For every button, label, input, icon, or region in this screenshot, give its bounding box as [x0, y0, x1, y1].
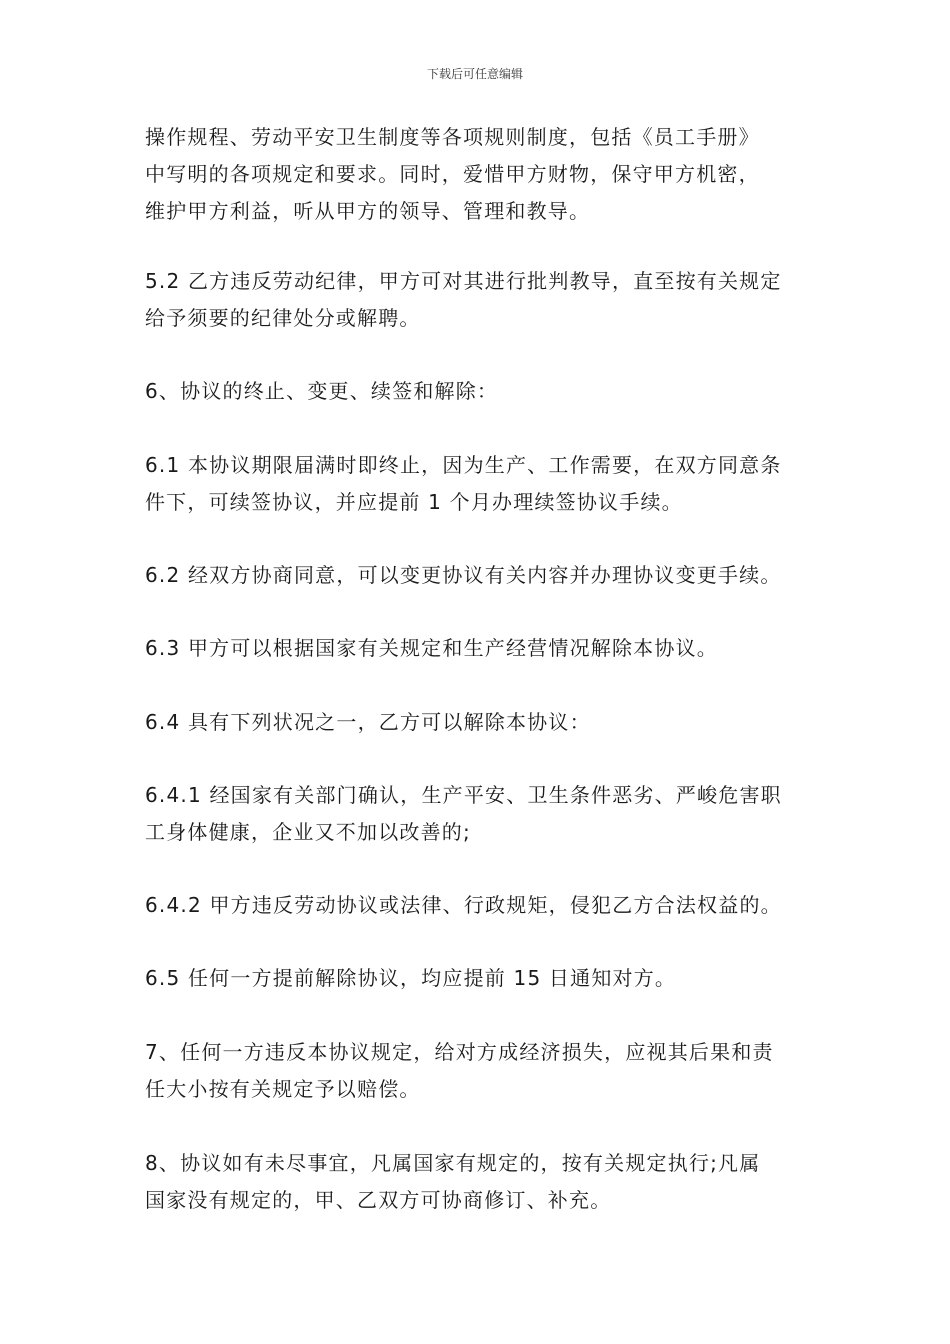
paragraph-rules — [145, 119, 815, 230]
paragraph-line: 6.2 经双方协商同意，可以变更协议有关内容并办理协议变更手续。 — [145, 563, 782, 587]
paragraph-line: 7、任何一方违反本协议规定，给对方成经济损失，应视其后果和责 — [145, 1040, 774, 1064]
paragraph-line: 6.4.1 经国家有关部门确认，生产平安、卫生条件恶劣、严峻危害职 — [145, 783, 782, 807]
paragraph-line: 8、协议如有未尽事宜，凡属国家有规定的，按有关规定执行;凡属 — [145, 1151, 761, 1175]
paragraph-line: 给予须要的纪律处分或解聘。 — [145, 306, 421, 330]
paragraph-6-4-1 — [145, 777, 815, 851]
paragraph-line: 中写明的各项规定和要求。同时，爱惜甲方财物，保守甲方机密， — [145, 162, 760, 186]
paragraph-line: 任大小按有关规定予以赔偿。 — [145, 1077, 421, 1101]
paragraph-line: 国家没有规定的，甲、乙双方可协商修订、补充。 — [145, 1188, 612, 1212]
paragraph-line: 6.1 本协议期限届满时即终止，因为生产、工作需要，在双方同意条 — [145, 453, 782, 477]
paragraph-line: 件下，可续签协议，并应提前 1 个月办理续签协议手续。 — [145, 490, 683, 514]
paragraph-6-heading — [145, 373, 815, 410]
paragraph-5-2 — [145, 263, 815, 337]
paragraph-line: 维护甲方利益，听从甲方的领导、管理和教导。 — [145, 199, 591, 223]
paragraph-line: 6.3 甲方可以根据国家有关规定和生产经营情况解除本协议。 — [145, 636, 718, 660]
paragraph-line: 6.4 具有下列状况之一，乙方可以解除本协议： — [145, 710, 591, 734]
paragraph-6-2 — [145, 557, 815, 594]
paragraph-6-4 — [145, 704, 815, 741]
paragraph-line: 工身体健康，企业又不加以改善的; — [145, 820, 471, 844]
paragraph-line: 6.5 任何一方提前解除协议，均应提前 15 日通知对方。 — [145, 966, 677, 990]
page-header: 下载后可任意编辑 — [426, 67, 523, 81]
paragraph-6-1 — [145, 447, 815, 521]
paragraph-6-3 — [145, 630, 815, 667]
paragraph-line: 6、协议的终止、变更、续签和解除： — [145, 379, 499, 403]
paragraph-line: 5.2 乙方违反劳动纪律，甲方可对其进行批判教导，直至按有关规定 — [145, 269, 782, 293]
paragraph-6-4-2 — [145, 887, 815, 924]
paragraph-6-5 — [145, 960, 815, 997]
paragraph-line: 操作规程、劳动平安卫生制度等各项规则制度，包括《员工手册》 — [145, 125, 760, 149]
paragraph-7 — [145, 1034, 815, 1108]
paragraph-8 — [145, 1145, 815, 1219]
paragraph-line: 6.4.2 甲方违反劳动协议或法律、行政规矩，侵犯乙方合法权益的。 — [145, 893, 782, 917]
